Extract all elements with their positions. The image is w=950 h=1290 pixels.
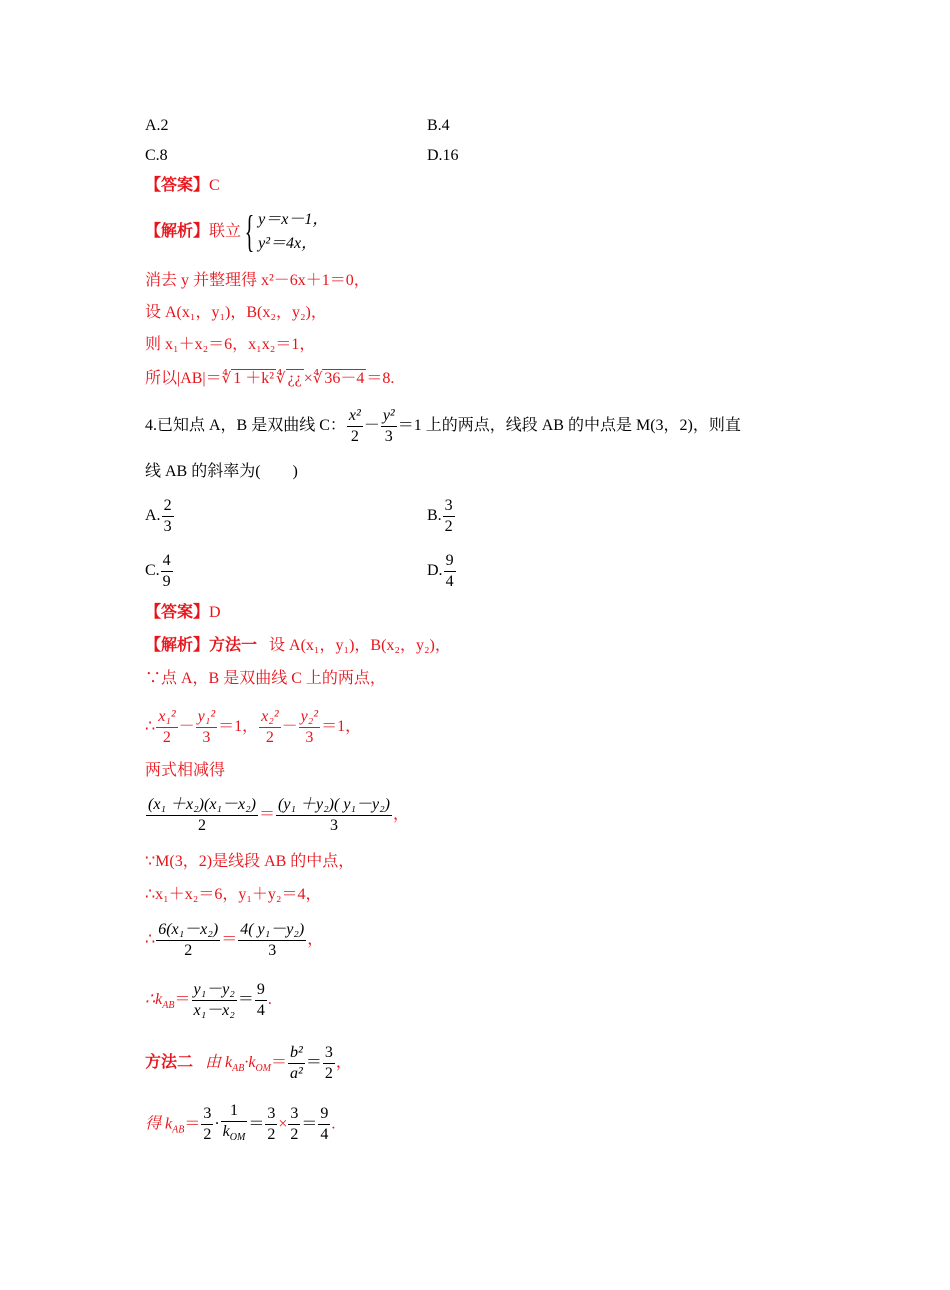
method-1-label: 方法一 (209, 637, 258, 654)
q4-m1-reduced: ∴ $\frac{\text{6(x₁－x₂)}}{2}$ ＝ $\frac{\text{4( y₁－y₂)}}{3}$ ， (145, 920, 324, 959)
fraction: $\frac{3}{2}$ (290, 1105, 299, 1144)
q4-stem-suffix: ＝1 上的两点，线段 AB 的中点是 M(3，2)，则直 (397, 417, 741, 434)
fraction: $\frac{\text{y₂²}}{3}$ (300, 707, 319, 746)
fraction: $\frac{\text{4( y₁－y₂)}}{3}$ (240, 920, 305, 959)
q4-method-2: 方法二 由 $k_{AB}\cdot k_{OM}=$ $\frac{\text{b²}}{\text{a²}}$ ＝ $\frac{3}{2}$ ， (145, 1043, 352, 1082)
lianli-text: 联立 (209, 223, 242, 240)
q3-option-d: D.16 (427, 147, 459, 164)
q4-option-a: A. $\frac{2}{3}$ (145, 496, 172, 535)
fraction: $\frac{3}{2}$ (267, 1105, 276, 1144)
fraction: $\frac{\text{x²}}{2}$ (348, 406, 361, 445)
garbled-sqrt: ¿¿ (287, 370, 302, 387)
fraction: $\frac{1}{k_{OM}}$ (222, 1102, 246, 1144)
q4-m1-difference: $\frac{\text{(x₁ ＋x₂)(x₁－x₂)}}{2}$ ＝ $\frac{\text{(y₁ ＋y₂)( y₁－y₂)}}{3}$ ， (148, 795, 409, 834)
q4-m1-because: ∵点 A，B 是双曲线 C 上的两点， (145, 670, 386, 687)
radical-icon: ∜ (312, 371, 323, 387)
q4-method-1: 【解析】方法一 设 A(x₁，y₁)，B(x₂，y₂)， (145, 637, 451, 654)
fraction: $\frac{\text{x₁²}}{2}$ (158, 707, 176, 746)
system-eq-1: y＝x－1， (258, 211, 329, 229)
step4-result: ＝8. (366, 370, 395, 387)
fraction: $\frac{\text{x₂²}}{2}$ (261, 707, 279, 746)
q3-step-4 (145, 369, 394, 389)
q3-step-2: 设 A(x₁，y₁)，B(x₂，y₂)， (145, 304, 327, 321)
radical-icon: ∜ (276, 371, 286, 387)
q4-option-b: B. $\frac{3}{2}$ (427, 496, 453, 535)
q4-stem: 4.已知点 A，B 是双曲线 C： $\frac{\text{x²}}{2}$ － $\frac{\text{y²}}{3}$ ＝1 上的两点，线段 AB 的中点是 M(3，2)，则直 (145, 406, 741, 445)
q4-stem-prefix: 4.已知点 A，B 是双曲线 C： (145, 417, 346, 434)
q4-m1-sums: ∴x₁＋x₂＝6，y₁＋y₂＝4， (145, 886, 322, 903)
q4-m1-midpoint: ∵M(3，2)是线段 AB 的中点， (145, 853, 355, 870)
q4-stem-line-2: 线 AB 的斜率为( ) (145, 463, 298, 480)
q3-option-c: C.8 (145, 147, 168, 164)
q3-step-3: 则 x₁＋x₂＝6，x₁x₂＝1， (145, 336, 316, 353)
q4-m1-slope: $\therefore k_{AB}=$ $\frac{\text{y₁－y₂}}{\text{x₁－x₂}}$ ＝ $\frac{9}{4}$ . (145, 980, 272, 1019)
answer-label: 【答案】 (145, 177, 210, 194)
fraction: $\frac{4}{9}$ (162, 551, 171, 590)
radical-icon: ∜ (221, 371, 232, 387)
system-eq-2: y²＝4x， (258, 235, 318, 253)
fraction: $\frac{3}{2}$ (203, 1105, 212, 1144)
fraction: $\frac{9}{4}$ (445, 551, 454, 590)
sqrt-2: 36－4 (324, 370, 365, 387)
q4-m1-equations: ∴ $\frac{\text{x₁²}}{2}$ － $\frac{\text{y₁²}}{3}$ ＝1， $\frac{\text{x₂²}}{2}$ － $\frac{\text{y₂²}}{3}$ ＝1， (145, 707, 362, 746)
q4-answer: 【答案】D (145, 604, 221, 621)
times-sign: × (303, 370, 313, 387)
fraction: $\frac{3}{2}$ (444, 496, 453, 535)
answer-value: C (209, 177, 220, 194)
system-brace: { (244, 207, 255, 257)
equation-system (258, 208, 328, 256)
q4-option-d: D. $\frac{9}{4}$ (427, 551, 454, 590)
step4-prefix: 所以|AB|＝ (145, 370, 222, 387)
q3-option-a: A.2 (145, 117, 169, 134)
fraction: $\frac{\text{(x₁ ＋x₂)(x₁－x₂)}}{2}$ (148, 795, 256, 834)
fraction: $\frac{\text{(y₁ ＋y₂)( y₁－y₂)}}{3}$ (278, 795, 390, 834)
fraction: $\frac{\text{y₁²}}{3}$ (197, 707, 216, 746)
fraction: $\frac{\text{y₁－y₂}}{\text{x₁－x₂}}$ (193, 980, 235, 1019)
fraction: $\frac{\text{6(x₁－x₂)}}{2}$ (158, 920, 219, 959)
analysis-label: 【解析】 (145, 223, 210, 240)
q4-m1-subtract: 两式相减得 (145, 762, 226, 779)
fraction: $\frac{2}{3}$ (163, 496, 172, 535)
fraction: $\frac{\text{y²}}{3}$ (382, 406, 395, 445)
method-2-label: 方法二 (145, 1054, 194, 1071)
q4-option-c: C. $\frac{4}{9}$ (145, 551, 171, 590)
fraction: $\frac{9}{4}$ (320, 1105, 329, 1144)
q3-step-1: 消去 y 并整理得 x²－6x＋1＝0， (145, 272, 370, 289)
fraction: $\frac{3}{2}$ (324, 1043, 333, 1082)
q3-analysis (145, 206, 328, 258)
q3-answer (145, 176, 220, 196)
q4-m2-result: 得 $k_{AB}=$ $\frac{3}{2}$ · $\frac{1}{k_{OM}}$ ＝ $\frac{3}{2}$ × $\frac{3}{2}$ ＝ $\frac{9}{4}$ . (145, 1101, 335, 1153)
q3-option-b: B.4 (427, 117, 450, 134)
fraction: $\frac{9}{4}$ (256, 980, 265, 1019)
sqrt-1: 1 ＋k² (233, 370, 275, 387)
fraction: $\frac{\text{b²}}{\text{a²}}$ (290, 1043, 303, 1082)
